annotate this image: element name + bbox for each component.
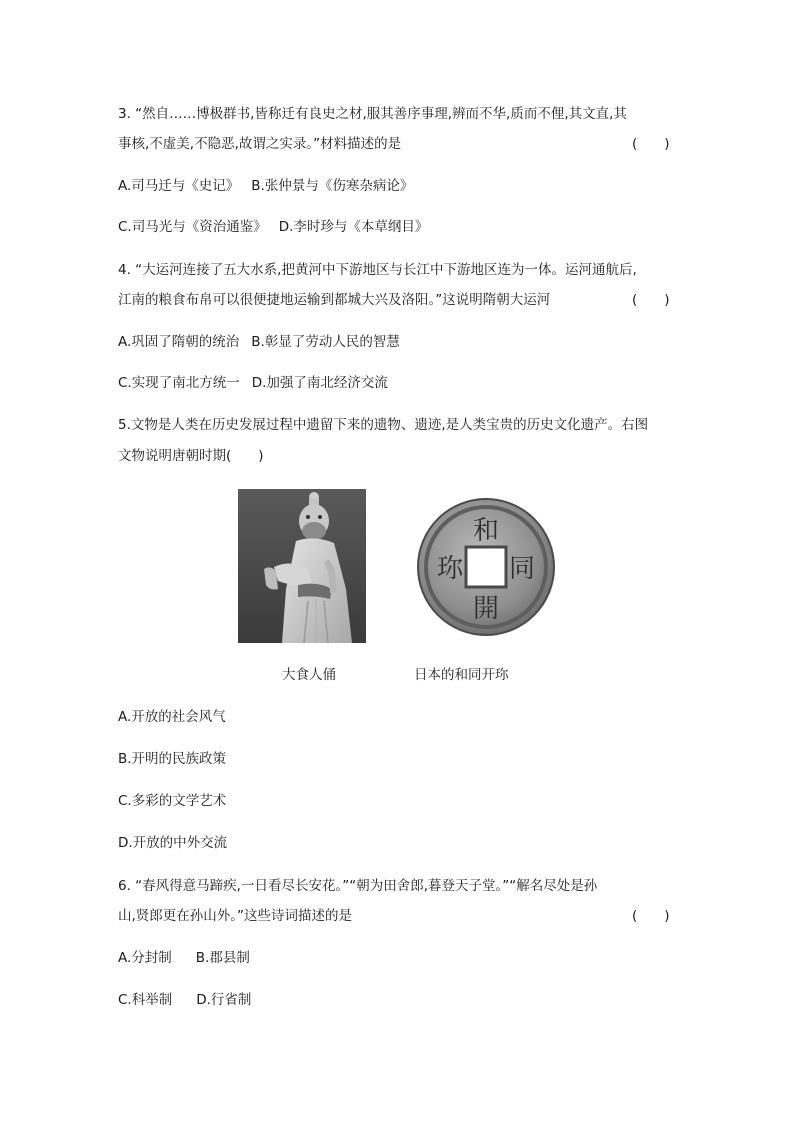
q6-option-a: A.分封制 <box>118 950 172 966</box>
q3-option-b: B.张仲景与《伤寒杂病论》 <box>251 178 414 194</box>
q5-option-a: A.开放的社会风气 <box>118 709 226 725</box>
q4-option-b: B.彰显了劳动人民的智慧 <box>251 334 400 350</box>
q3-answer-paren: ( ) <box>632 136 670 152</box>
q4-stem-line-1: 4. “大运河连接了五大水系,把黄河中下游地区与长江中下游地区连为一体。运河通航后, <box>118 262 637 278</box>
q3-stem-line-2: 事核,不虚美,不隐恶,故谓之实录。”材料描述的是 <box>118 136 402 152</box>
q4-options-row-2 <box>118 373 388 393</box>
q5-option-c: C.多彩的文学艺术 <box>118 793 227 809</box>
q5-option-b: B.开明的民族政策 <box>118 751 227 767</box>
q6-stem-line-2: 山,贤郎更在孙山外。”这些诗词描述的是 <box>118 908 353 924</box>
coin-caption: 日本的和同开珎 <box>414 667 509 683</box>
q6-stem-line-1: 6. “春风得意马蹄疾,一日看尽长安花。”“朝为田舍郎,暮登天子堂。”“解名尽处是孙 <box>118 878 598 894</box>
q5-stem-line-1: 5.文物是人类在历史发展过程中遗留下来的遗物、遗迹,是人类宝贵的历史文化遗产。右图 <box>118 417 649 433</box>
q6-option-b: B.郡县制 <box>195 950 250 966</box>
q3-options-row-2 <box>118 217 428 237</box>
coin-char-left: 珎 <box>436 554 464 584</box>
q4-option-a: A.巩固了隋朝的统治 <box>118 334 240 350</box>
q4-option-c: C.实现了南北方统一 <box>118 375 240 391</box>
coin-photo <box>416 489 556 645</box>
q3-stem-line-1: 3. “然自……博极群书,皆称迁有良史之材,服其善序事理,辨而不华,质而不俚,其文直,其 <box>118 106 627 122</box>
q4-stem-line-2: 江南的粮食布帛可以很便捷地运输到都城大兴及洛阳。”这说明隋朝大运河 <box>118 292 551 308</box>
q3-options-row-1 <box>118 176 413 196</box>
coin-char-top: 和 <box>472 516 500 546</box>
coin-char-bottom: 開 <box>472 594 500 624</box>
q3-option-c: C.司马光与《资治通鉴》 <box>118 219 267 235</box>
q4-answer-paren: ( ) <box>632 292 670 308</box>
q5-option-d: D.开放的中外交流 <box>118 835 228 851</box>
q6-option-d: D.行省制 <box>196 992 252 1008</box>
figurine-photo <box>238 489 366 643</box>
q6-option-c: C.科举制 <box>118 992 173 1008</box>
q6-answer-paren: ( ) <box>632 908 670 924</box>
q5-stem-line-2: 文物说明唐朝时期( ) <box>118 448 264 464</box>
figurine-caption: 大食人俑 <box>282 667 336 683</box>
wadokaichin-coin-image <box>416 489 556 645</box>
q4-options-row-1 <box>118 332 400 352</box>
q6-options-row-2 <box>118 990 251 1010</box>
q3-option-d: D.李时珍与《本草纲目》 <box>278 219 429 235</box>
coin-char-right: 同 <box>508 554 536 584</box>
q4-option-d: D.加强了南北经济交流 <box>251 375 388 391</box>
q3-option-a: A.司马迁与《史记》 <box>118 178 240 194</box>
q6-options-row-1 <box>118 948 250 968</box>
dashi-figurine-image <box>238 489 366 643</box>
